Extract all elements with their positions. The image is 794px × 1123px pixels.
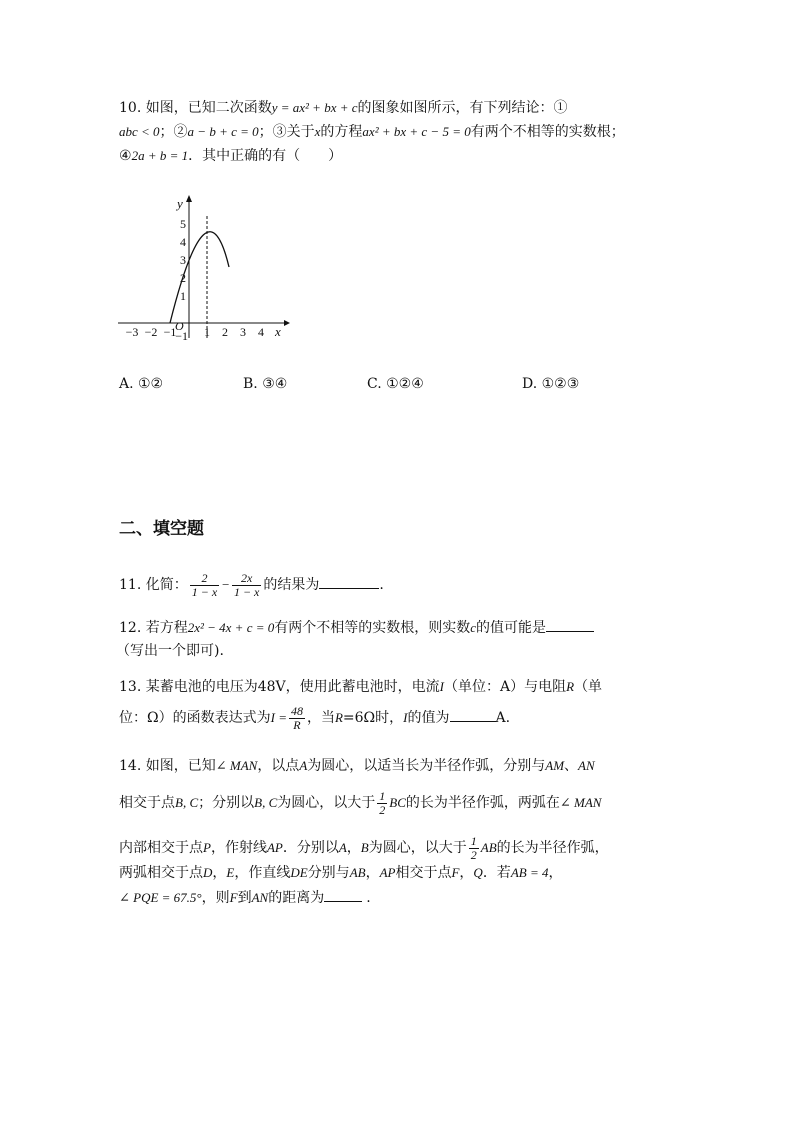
fraction-denominator: R xyxy=(293,717,301,732)
q14-fraction-half xyxy=(377,790,387,817)
q10-text: 有两个不相等的实数根； xyxy=(470,124,625,140)
q14-text: ， xyxy=(212,865,227,881)
q10-math: a − b + c = 0 xyxy=(187,124,259,139)
answer-blank[interactable] xyxy=(319,574,379,589)
x-tick: −3 xyxy=(125,325,139,339)
y-axis-label: y xyxy=(177,196,183,211)
q14-math: AB xyxy=(480,840,497,855)
q14-text: 分别与 xyxy=(307,865,350,881)
fraction-numerator: 48 xyxy=(290,703,303,718)
q13-math: I xyxy=(403,710,408,725)
option-c: C. ①②④ xyxy=(367,376,424,392)
fraction-denominator: 1 − x xyxy=(191,584,218,599)
q14-math: ∠ MAN xyxy=(215,758,258,773)
q14-math: F xyxy=(451,865,460,880)
q13-line-2 xyxy=(119,702,510,734)
q13-math: R xyxy=(334,710,343,725)
q13-math: R xyxy=(566,679,575,694)
q12-text: 的值可能是 xyxy=(476,620,547,636)
q10-text: ；③关于 xyxy=(258,124,315,140)
fraction-denominator: 1 − x xyxy=(233,584,260,599)
q14-text: 为圆心，以大于 xyxy=(368,840,467,856)
q14-math: AN xyxy=(251,890,269,905)
q14-line-1 xyxy=(119,756,595,776)
answer-blank[interactable] xyxy=(324,887,362,902)
q10-math: x xyxy=(314,124,321,139)
q14-text: 的长为半径作弧， xyxy=(496,840,609,856)
q14-math: A xyxy=(338,840,347,855)
q13-text: 的值为 xyxy=(407,710,450,726)
parabola-curve xyxy=(170,232,229,323)
q10-line-2 xyxy=(119,122,625,142)
fraction-denominator: 2 xyxy=(470,847,477,862)
option-b: B. ③④ xyxy=(243,376,288,392)
x-tick: 1 xyxy=(204,325,210,339)
q10-text: ．其中正确的有（ ） xyxy=(188,148,343,164)
q10-text: 的方程 xyxy=(320,124,363,140)
q10-equation: y = ax² + bx + c xyxy=(271,100,358,115)
q14-math: E xyxy=(226,865,235,880)
q14-math: DE xyxy=(290,865,308,880)
q12-equation: 2x² − 4x + c = 0 xyxy=(187,620,275,635)
x-tick: −1 xyxy=(163,325,177,339)
q14-math: F xyxy=(229,890,238,905)
y-axis-arrow xyxy=(186,195,192,202)
q11-fraction-2 xyxy=(232,572,261,599)
fraction-numerator: 1 xyxy=(470,833,477,848)
q14-text: ；分别以 xyxy=(198,795,255,811)
q14-text: 内部相交于点 xyxy=(119,840,203,856)
q13-math: I xyxy=(439,679,444,694)
q14-text: 的长为半径作弧，两弧在 xyxy=(405,795,560,811)
q14-math: P xyxy=(203,840,211,855)
q10-line-1 xyxy=(119,98,568,118)
x-axis-label: x xyxy=(275,324,281,339)
q13-text: 位：Ω）的函数表达式为 xyxy=(119,710,271,726)
parabola-graph xyxy=(112,190,292,350)
fraction-numerator: 2 xyxy=(190,572,219,586)
q10-math: ax² + bx + c − 5 = 0 xyxy=(362,124,471,139)
q14-text: . xyxy=(366,890,371,906)
q14-math: Q xyxy=(473,865,483,880)
q14-math: AM xyxy=(545,758,565,773)
q13-text: =6Ω时， xyxy=(342,710,404,726)
x-tick: 3 xyxy=(240,325,246,339)
q10-math: 2a + b = 1 xyxy=(131,148,189,163)
x-axis-arrow xyxy=(284,320,290,326)
q14-text: ， xyxy=(459,865,474,881)
x-tick: −2 xyxy=(144,325,158,339)
q14-text: 、 xyxy=(564,758,579,774)
x-tick: 4 xyxy=(258,325,264,339)
y-tick: −1 xyxy=(175,329,188,343)
q10-text: 10. 如图，已知二次函数 xyxy=(119,100,272,116)
q14-math: ∠ PQE = 67.5° xyxy=(119,890,202,905)
q14-math: AB = 4 xyxy=(510,865,549,880)
answer-blank[interactable] xyxy=(546,617,594,632)
q13-text: （单 xyxy=(574,679,603,695)
q13-text: ，当 xyxy=(306,710,335,726)
q14-text: 到 xyxy=(237,890,252,906)
q13-fraction xyxy=(289,705,305,732)
q10-math: abc < 0 xyxy=(119,124,160,139)
q12-line-2: （写出一个即可). xyxy=(116,643,224,659)
option-d: D. ①②③ xyxy=(522,376,580,392)
q14-text: 相交于点 xyxy=(395,865,452,881)
q14-text: 的距离为 xyxy=(268,890,325,906)
q12-math: c xyxy=(470,620,477,635)
q14-fraction-half xyxy=(469,835,479,862)
q14-math: BC xyxy=(389,795,406,810)
q14-text: ， xyxy=(548,865,563,881)
q14-line-5 xyxy=(119,887,371,908)
q14-math: AP xyxy=(266,840,283,855)
q14-text: ，作直线 xyxy=(234,865,291,881)
q14-text: 两弧相交于点 xyxy=(119,865,203,881)
q14-text: 为圆心，以适当长为半径作弧，分别与 xyxy=(307,758,546,774)
q12-text: 12. 若方程 xyxy=(119,620,188,636)
q12-text: 有两个不相等的实数根，则实数 xyxy=(274,620,471,636)
q10-text: ④ xyxy=(119,148,132,164)
q14-math: A xyxy=(299,758,308,773)
q11-text: 11. 化简： xyxy=(119,577,188,593)
q14-math: D xyxy=(203,865,213,880)
answer-blank[interactable] xyxy=(450,707,496,722)
q14-math: AB xyxy=(349,865,366,880)
q14-line-3 xyxy=(119,832,609,864)
q14-text: 为圆心，以大于 xyxy=(277,795,376,811)
q14-text: ．若 xyxy=(482,865,511,881)
q11-text: . xyxy=(379,577,384,593)
fraction-numerator: 2x xyxy=(232,572,261,586)
q11-fraction-1 xyxy=(190,572,219,599)
q14-text: ．分别以 xyxy=(282,840,339,856)
q13-text: （单位：A）与电阻 xyxy=(443,679,567,695)
q14-text: ， xyxy=(365,865,380,881)
q13-text: 13. 某蓄电池的电压为48V，使用此蓄电池时，电流 xyxy=(119,679,440,695)
y-tick: 3 xyxy=(180,253,186,267)
fraction-denominator: 2 xyxy=(379,802,386,817)
q14-text: 相交于点 xyxy=(119,795,175,811)
q14-text: ， xyxy=(346,840,361,856)
q14-math: B, C xyxy=(254,795,278,810)
q11-line xyxy=(119,570,384,600)
q14-math: AN xyxy=(578,758,595,773)
y-tick: 2 xyxy=(180,271,186,285)
q12-line-1 xyxy=(119,617,594,638)
q11-text: 的结果为 xyxy=(263,577,320,593)
q14-math: B xyxy=(360,840,369,855)
q14-line-4 xyxy=(119,863,562,883)
q14-text: ，以点 xyxy=(257,758,300,774)
q10-line-3 xyxy=(119,146,342,166)
q14-math: ∠ MAN xyxy=(559,795,602,810)
minus-sign: − xyxy=(221,577,230,592)
q13-text: A. xyxy=(495,710,511,726)
fraction-numerator: 1 xyxy=(379,788,386,803)
q14-text: ，作射线 xyxy=(210,840,267,856)
q14-line-2 xyxy=(119,787,601,819)
q10-text: ；② xyxy=(159,124,188,140)
option-a: A. ①② xyxy=(119,376,164,392)
q13-math: I = xyxy=(270,710,287,725)
origin-label: O xyxy=(175,319,184,333)
q14-math: B, C xyxy=(175,795,199,810)
y-tick: 5 xyxy=(180,217,186,231)
q13-line-1 xyxy=(119,677,602,697)
q14-text: 14. 如图，已知 xyxy=(119,758,216,774)
y-tick: 4 xyxy=(180,235,186,249)
section-heading: 二、填空题 xyxy=(119,519,204,539)
x-tick: 2 xyxy=(222,325,228,339)
q14-math: AP xyxy=(379,865,396,880)
y-tick: 1 xyxy=(180,289,186,303)
q14-text: ，则 xyxy=(201,890,230,906)
q10-text: 的图象如图所示，有下列结论：① xyxy=(357,100,568,116)
